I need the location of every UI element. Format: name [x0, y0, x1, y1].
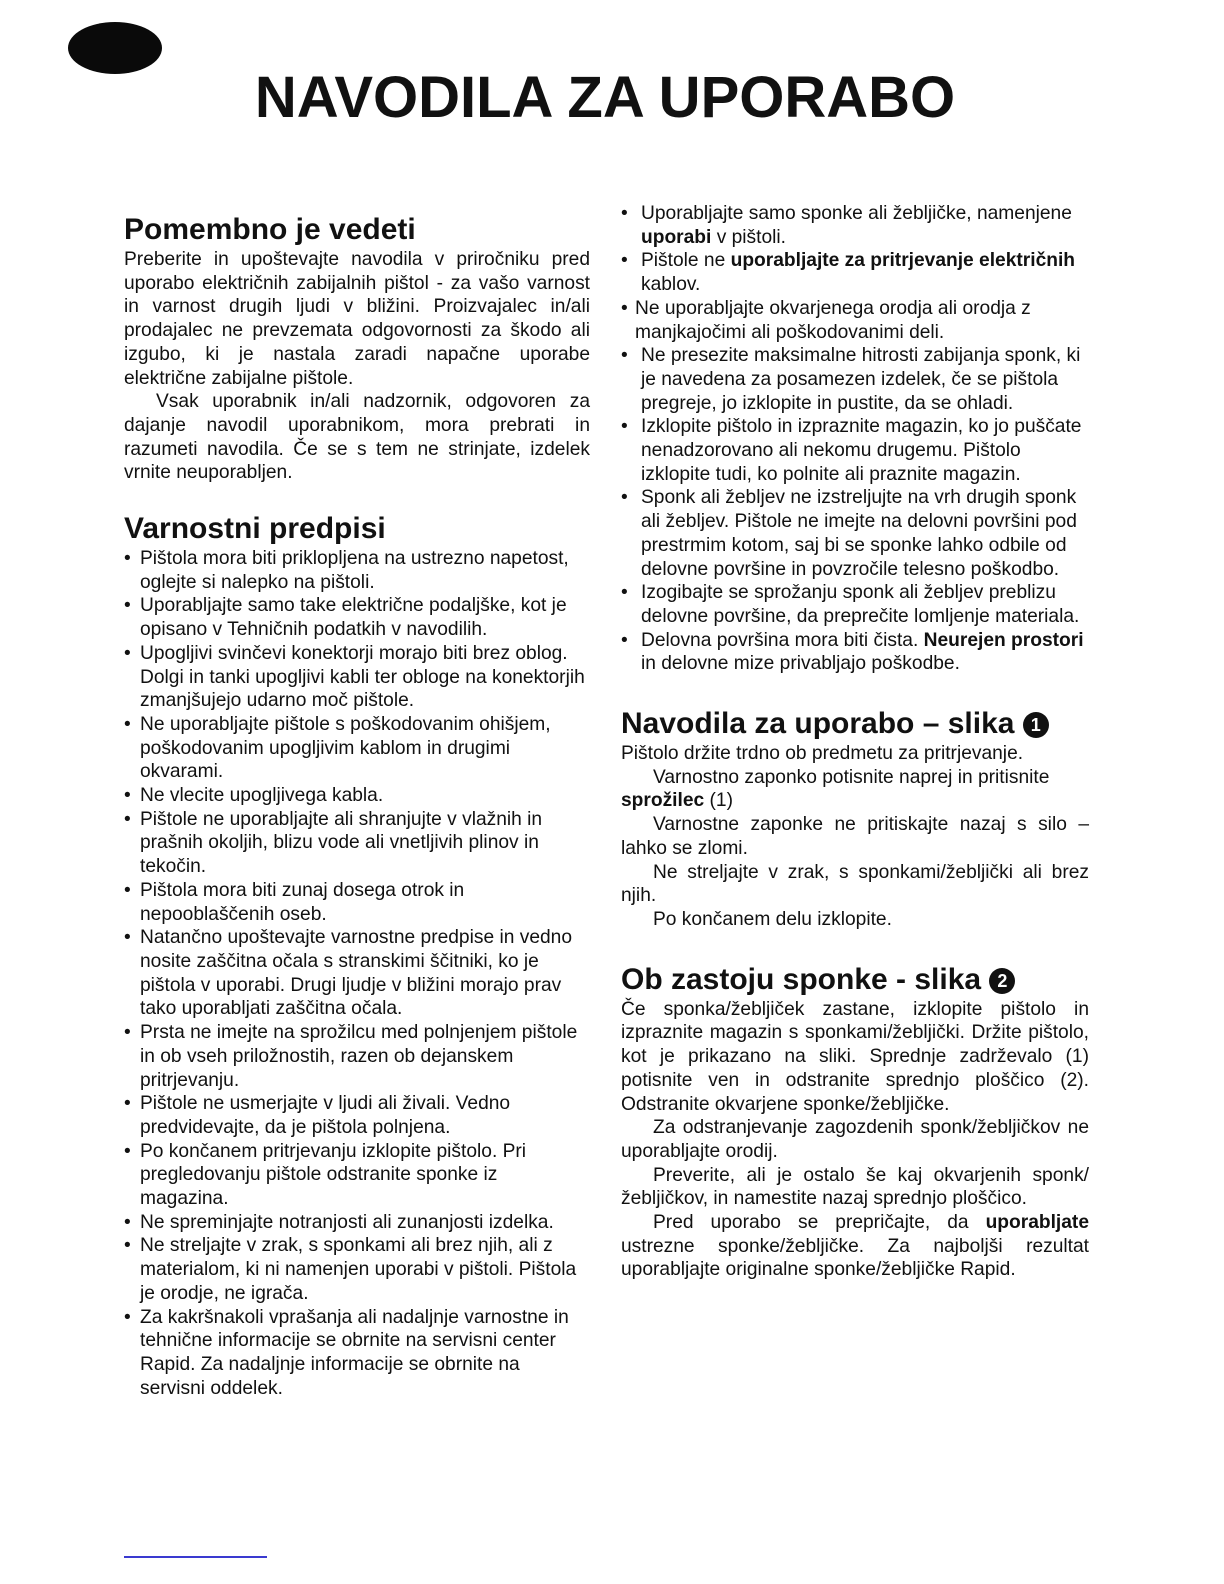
list-item: • Ne streljajte v zrak, s sponkami ali brez njih, ali z materialom, ki ni namenjen uporabi v pištoli. Pištola je orodje, ne igrača. [124, 1234, 590, 1305]
list-item: • Pištole ne uporabljajte ali shranjujte v vlažnih in prašnih okoljih, blizu vode ali vnetljivih plinov in tekočin. [124, 808, 590, 879]
list-item: • Pištola mora biti zunaj dosega otrok in nepooblaščenih oseb. [124, 879, 590, 926]
figure-2-badge: 2 [989, 968, 1015, 994]
list-item: • Ne uporabljajte pištole s poškodovanim ohišjem, poškodovanim upogljivim kablom in drugimi okvarami. [124, 713, 590, 784]
list-item: • Izklopite pištolo in izpraznite magazin, ko jo puščate nenadzorovano ali nekomu drugemu. Pištolo izklopite tudi, ko polnite ali praznite magazin. [621, 415, 1089, 486]
list-item: • Pištola mora biti priklopljena na ustrezno napetost, oglejte si nalepko na pištoli. [124, 547, 590, 594]
list-item: • Pištole ne usmerjajte v ljudi ali živali. Vedno predvidevajte, da je pištola polnjena. [124, 1092, 590, 1139]
paragraph: Vsak uporabnik in/ali nadzornik, odgovoren za dajanje navodil uporabnikom, mora prebrati in razumeti navodila. Če se s tem ne strinjate, izdelek vrnite neuporabljen. [124, 391, 590, 484]
paragraph: Varnostno zaponko potisnite naprej in pritisnite sprožilec (1) [621, 766, 1050, 812]
list-item: • Ne presezite maksimalne hitrosti zabijanja sponk, ki je navedena za posamezen izdelek, če se pištola pregreje, jo izklopite in pustite, da se ohladi. [621, 344, 1089, 415]
paragraph: Če sponka/žebljiček zastane, izklopite pištolo in izpraznite magazin s sponkami/žebljički. Držite pištolo, kot je prikazano na sliki. Sprednje zadrževalo (1) potisnite ven in odstranite sprednjo ploščico (2). Odstranite okvarjene sponke/žebljičke. [621, 998, 1089, 1115]
paragraph: Pred uporabo se prepričajte, da uporabljate ustrezne sponke/žebljičke. Za najboljši rezultat uporabljajte originalne sponke/žebljičke Rapid. [621, 1212, 1089, 1281]
section-heading-safety: Varnostni predpisi [124, 512, 386, 546]
paragraph: Preberite in upoštevajte navodila v priročniku pred uporabo električnih zabijalnih pištol - za vašo varnost in varnost drugih ljudi v bližini. Proizvajalec in/ali prodajalec ne prevzemata odgovornosti za škodo ali izgubo, ki je nastala zaradi napačne uporabe električne zabijalne pištole. [124, 249, 590, 389]
section-heading-usage: Navodila za uporabo – slika 1 [621, 706, 1089, 742]
list-item: • Ne vlecite upogljivega kabla. [124, 784, 590, 808]
paragraph: Pištolo držite trdno ob predmetu za pritrjevanje. [621, 743, 1024, 765]
page-title: NAVODILA ZA UPORABO [254, 65, 956, 130]
right-column [621, 202, 1089, 1282]
list-item: • Izogibajte se sprožanju sponk ali žebljev preblizu delovne površine, da preprečite lomljenje materiala. [621, 581, 1089, 628]
paragraph: Preverite, ali je ostalo še kaj okvarjenih sponk/žebljičkov, in namestite nazaj sprednjo ploščico. [621, 1164, 1089, 1210]
list-item: • Ne spreminjajte notranjosti ali zunanjosti izdelka. [124, 1211, 590, 1235]
figure-1-badge: 1 [1023, 712, 1049, 738]
paragraph: Za odstranjevanje zagozdenih sponk/žebljičkov ne uporabljajte orodij. [621, 1117, 1089, 1162]
section-heading-jam: Ob zastoju sponke - slika 2 [621, 962, 1089, 998]
list-item: • Delovna površina mora biti čista. Neurejen prostori in delovne mize privabljajo poškodbe. [621, 629, 1089, 676]
left-column [124, 212, 590, 1400]
section-heading-important: Pomembno je vedeti [124, 213, 416, 246]
list-item: • Uporabljajte samo sponke ali žebljičke, namenjene uporabi v pištoli. [621, 202, 1089, 249]
paragraph: Varnostne zaponke ne pritiskajte nazaj s silo – lahko se zlomi. [621, 814, 1089, 859]
list-item: • Po končanem pritrjevanju izklopite pištolo. Pri pregledovanju pištole odstranite sponke iz magazina. [124, 1140, 590, 1211]
list-item: • Ne uporabljajte okvarjenega orodja ali orodja z manjkajočimi ali poškodovanimi deli. [621, 297, 1089, 344]
list-item: • Pištole ne uporabljajte za pritrjevanje električnih kablov. [621, 249, 1089, 296]
list-item: • Upogljivi svinčevi konektorji morajo biti brez oblog. Dolgi in tanki upogljivi kabli ter obloge na konektorjih zmanjšujejo udarno moč pištole. [124, 642, 590, 713]
list-item: • Natančno upoštevajte varnostne predpise in vedno nosite zaščitna očala s stranskimi ščitniki, ko je pištola v uporabi. Drugi ljudje v bližini morajo prav tako uporabljati zaščitna očala. [124, 926, 590, 1021]
paragraph: Ne streljajte v zrak, s sponkami/žebljički ali brez njih. [621, 861, 1089, 907]
safety-list [124, 547, 590, 1400]
paragraph: Po končanem delu izklopite. [653, 908, 892, 930]
safety-list-continued [621, 202, 1089, 676]
list-item: • Za kakršnakoli vprašanja ali nadaljnje varnostne in tehnične informacije se obrnite na servisni center Rapid. Za nadaljnje informacije se obrnite na servisni oddelek. [124, 1306, 590, 1401]
list-item: • Prsta ne imejte na sprožilcu med polnjenjem pištole in ob vseh priložnostih, razen ob dejanskem pritrjevanju. [124, 1021, 590, 1092]
footer-rule [124, 1556, 267, 1558]
list-item: • Uporabljajte samo take električne podaljške, kot je opisano v Tehničnih podatkih v navodilih. [124, 594, 590, 641]
list-item: • Sponk ali žebljev ne izstreljujte na vrh drugih sponk ali žebljev. Pištole ne imejte na delovni površini pod prestrmim kotom, saj bi se sponke lahko odbile od delovne površine in povzročile telesno poškodbo. [621, 486, 1089, 581]
